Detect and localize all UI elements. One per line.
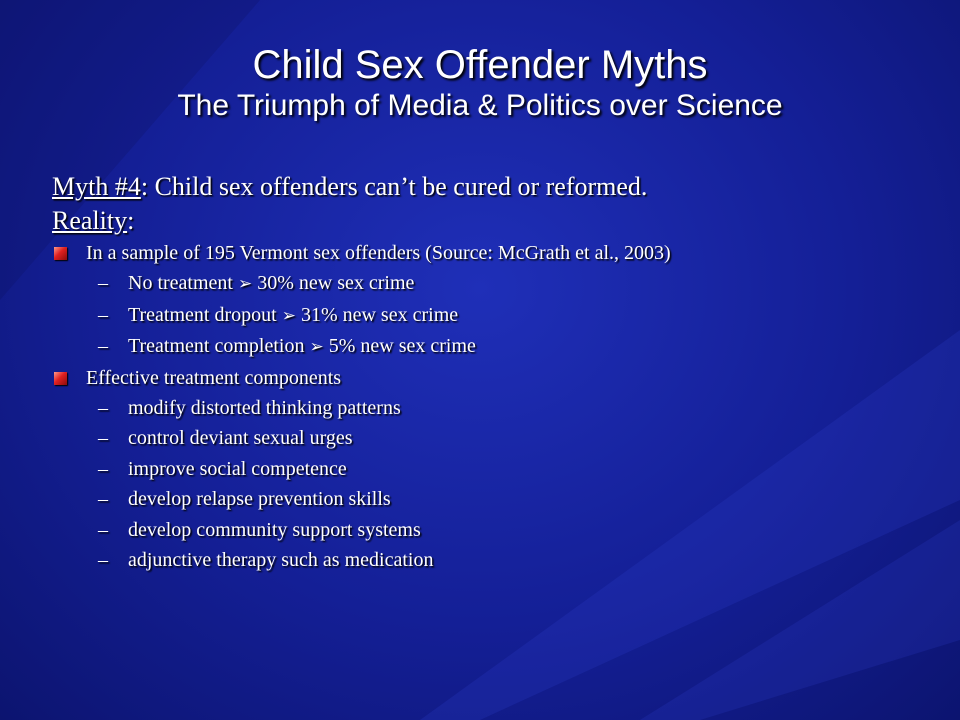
item-result: 31% new sex crime bbox=[300, 303, 459, 326]
dash-bullet: – bbox=[98, 272, 108, 294]
dash-bullet: – bbox=[98, 457, 108, 480]
item-text: control deviant sexual urges bbox=[128, 427, 353, 449]
item-text: modify distorted thinking patterns bbox=[128, 396, 401, 419]
item-text: develop community support systems bbox=[128, 518, 421, 541]
arrow-icon: ➢ bbox=[237, 274, 253, 293]
dash-bullet: – bbox=[98, 303, 108, 326]
dash-bullet: – bbox=[98, 396, 108, 419]
arrow-icon: ➢ bbox=[309, 337, 324, 356]
reality-suffix: : bbox=[127, 206, 135, 235]
item-result: 30% new sex crime bbox=[257, 272, 415, 294]
section-heading-text: In a sample of 195 Vermont sex offenders (Source: McGrath et al., 2003) bbox=[86, 242, 671, 264]
list-item bbox=[52, 545, 932, 576]
myth-text: : Child sex offenders can’t be cured or reformed. bbox=[140, 172, 648, 201]
list-item bbox=[52, 423, 932, 454]
slide-title: Child Sex Offender Myths bbox=[252, 43, 708, 87]
list-item bbox=[52, 515, 932, 546]
section-heading-text: Effective treatment components bbox=[86, 366, 342, 389]
myth-label: Myth #4 bbox=[52, 172, 141, 201]
dash-bullet: – bbox=[98, 488, 108, 510]
list-item bbox=[52, 300, 932, 332]
reality-line bbox=[52, 204, 932, 238]
dash-bullet: – bbox=[98, 549, 108, 571]
item-label: No treatment bbox=[128, 272, 233, 294]
list-item bbox=[52, 331, 932, 363]
red-square-bullet-icon bbox=[54, 247, 67, 260]
list-item bbox=[52, 454, 932, 485]
section-heading-treatment bbox=[52, 363, 932, 393]
slide-subtitle: The Triumph of Media & Politics over Science bbox=[177, 89, 783, 122]
myth-line bbox=[52, 170, 932, 204]
reality-label: Reality bbox=[52, 206, 128, 235]
section-heading-vermont bbox=[52, 238, 932, 268]
item-label: Treatment completion bbox=[128, 335, 305, 357]
slide-title-block bbox=[0, 42, 960, 124]
dash-bullet: – bbox=[98, 518, 108, 541]
list-item bbox=[52, 393, 932, 424]
dash-bullet: – bbox=[98, 427, 108, 449]
item-result: 5% new sex crime bbox=[328, 335, 476, 357]
item-text: improve social competence bbox=[128, 457, 347, 480]
arrow-icon: ➢ bbox=[281, 305, 296, 325]
list-item bbox=[52, 268, 932, 300]
item-label: Treatment dropout bbox=[128, 303, 277, 326]
slide-body bbox=[52, 170, 932, 576]
item-text: develop relapse prevention skills bbox=[128, 488, 391, 510]
dash-bullet: – bbox=[98, 335, 108, 357]
red-square-bullet-icon bbox=[54, 372, 67, 385]
list-item bbox=[52, 484, 932, 515]
item-text: adjunctive therapy such as medication bbox=[128, 549, 434, 571]
